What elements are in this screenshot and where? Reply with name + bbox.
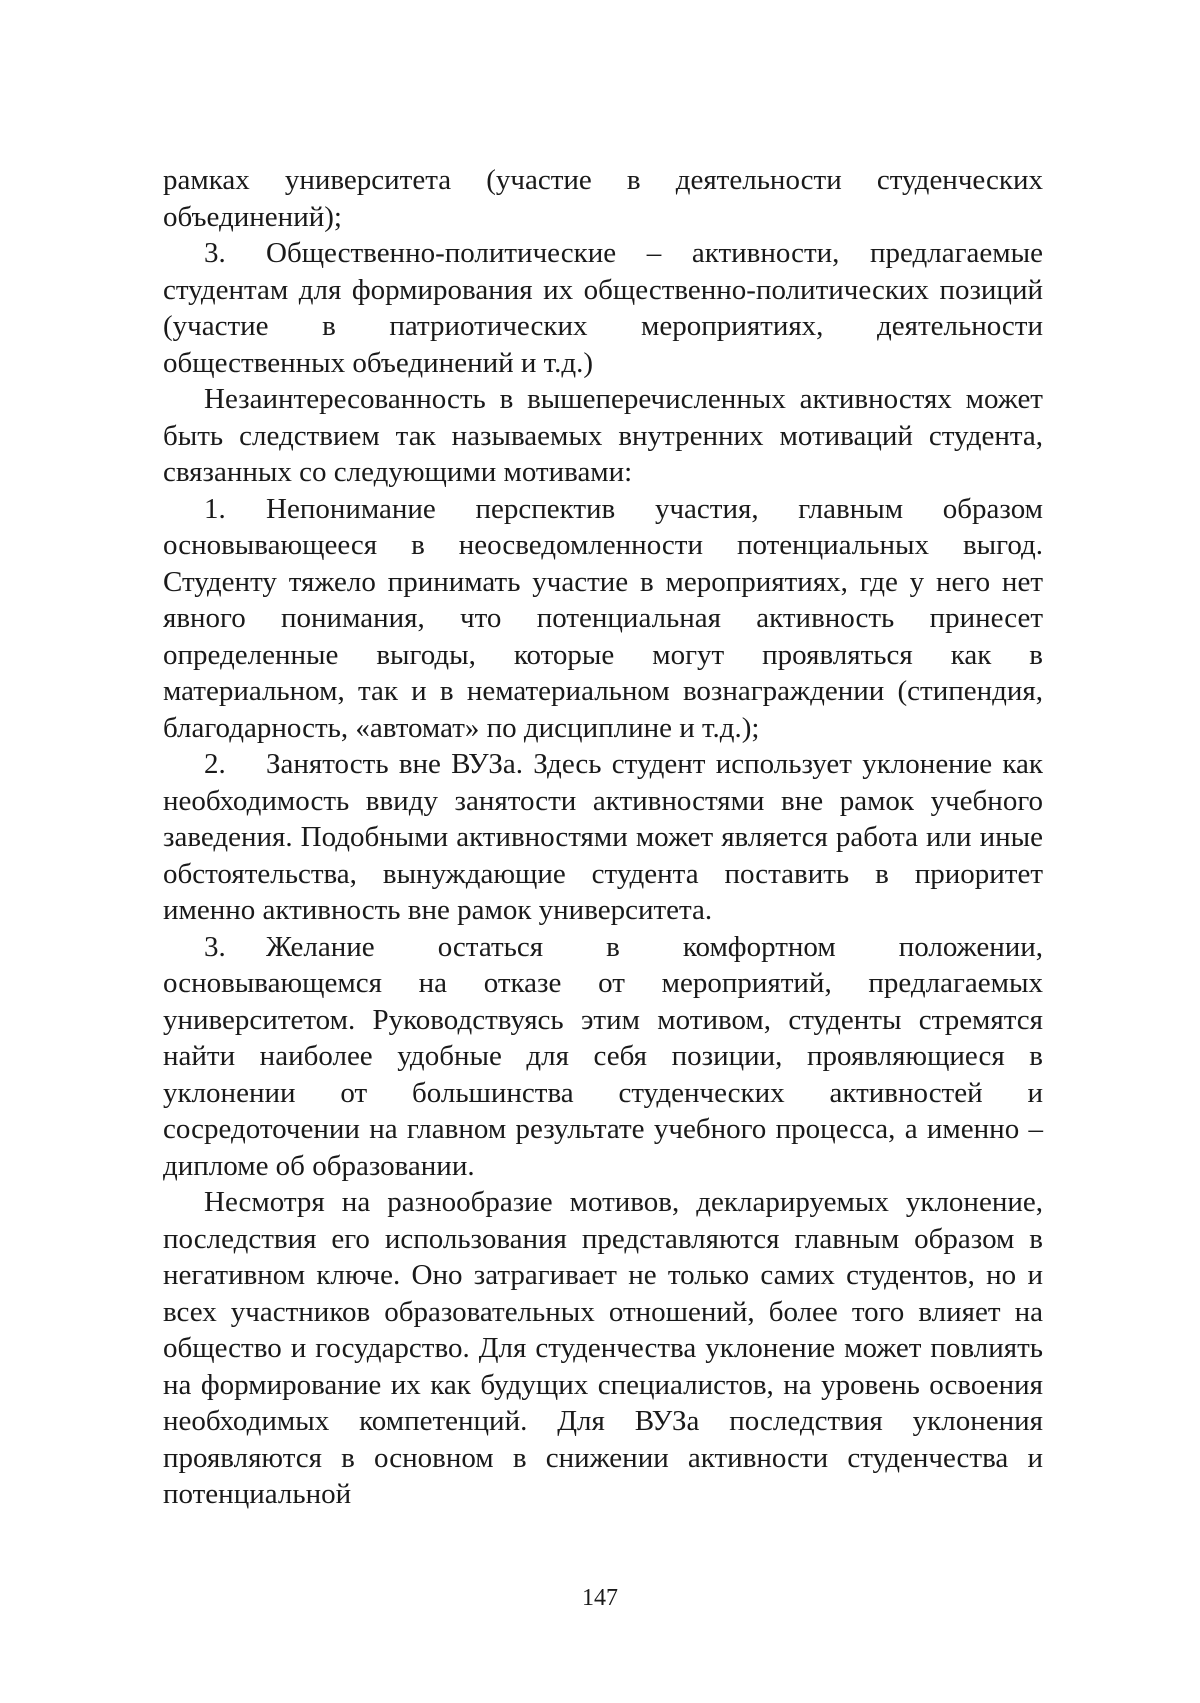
- paragraph: Несмотря на разнообразие мотивов, декларируемых уклонение, последствия его использования представляются главным образом в негативном ключе. Оно затрагивает не только самих студентов, но и всех участников образовательных отношений, более того влияет на общество и государство. Для студенчества уклонение может повлиять на формирование их как будущих специалистов, на уровень освоения необходимых компетенций. Для ВУЗа последствия уклонения проявляются в основном в снижении активности студенчества и потенциальной: [163, 1186, 1043, 1510]
- list-item-text: Непонимание перспектив участия, главным образом основывающееся в неосведомленности потенциальных выгод. Студенту тяжело принимать участие в мероприятиях, где у него нет явного понимания, что потенциальная активность принесет определенные выгоды, которые могут проявляться как в материальном, так и в нематериальном вознаграждении (стипендия, благодарность, «автомат» по дисциплине и т.д.);: [163, 492, 1043, 744]
- paragraph-continuation: рамках университета (участие в деятельности студенческих объединений);: [163, 164, 1043, 233]
- list-item: [163, 929, 1043, 1185]
- list-item: [163, 491, 1043, 747]
- list-number: 2.: [204, 748, 226, 780]
- list-number: 3.: [204, 237, 226, 269]
- body-text: [163, 162, 1043, 1513]
- list-item-text: Желание остаться в комфортном положении, основывающемся на отказе от мероприятий, предлагаемых университетом. Руководствуясь этим мотивом, студенты стремятся найти наиболее удобные для себя позиции, проявляющиеся в уклонении от большинства студенческих активностей и сосредоточении на главном результате учебного процесса, а именно – дипломе об образовании.: [163, 930, 1043, 1182]
- list-number: 3.: [204, 930, 226, 963]
- paragraph: Незаинтересованность в вышеперечисленных активностях может быть следствием так называемых внутренних мотиваций студента, связанных со следующими мотивами:: [163, 383, 1043, 488]
- page-number: 147: [582, 1585, 618, 1611]
- list-number: 1.: [204, 492, 226, 525]
- list-item-text: Занятость вне ВУЗа. Здесь студент использует уклонение как необходимость ввиду занятости активностями вне рамок учебного заведения. Подобными активностями может является работа или иные обстоятельства, вынуждающие студента поставить в приоритет именно активность вне рамок университета.: [163, 748, 1043, 926]
- list-item: [163, 746, 1043, 929]
- list-item-text: Общественно-политические – активности, предлагаемые студентам для формирования их общественно-политических позиций (участие в патриотических мероприятиях, деятельности общественных объединений и т.д.): [163, 237, 1043, 379]
- list-item: [163, 235, 1043, 381]
